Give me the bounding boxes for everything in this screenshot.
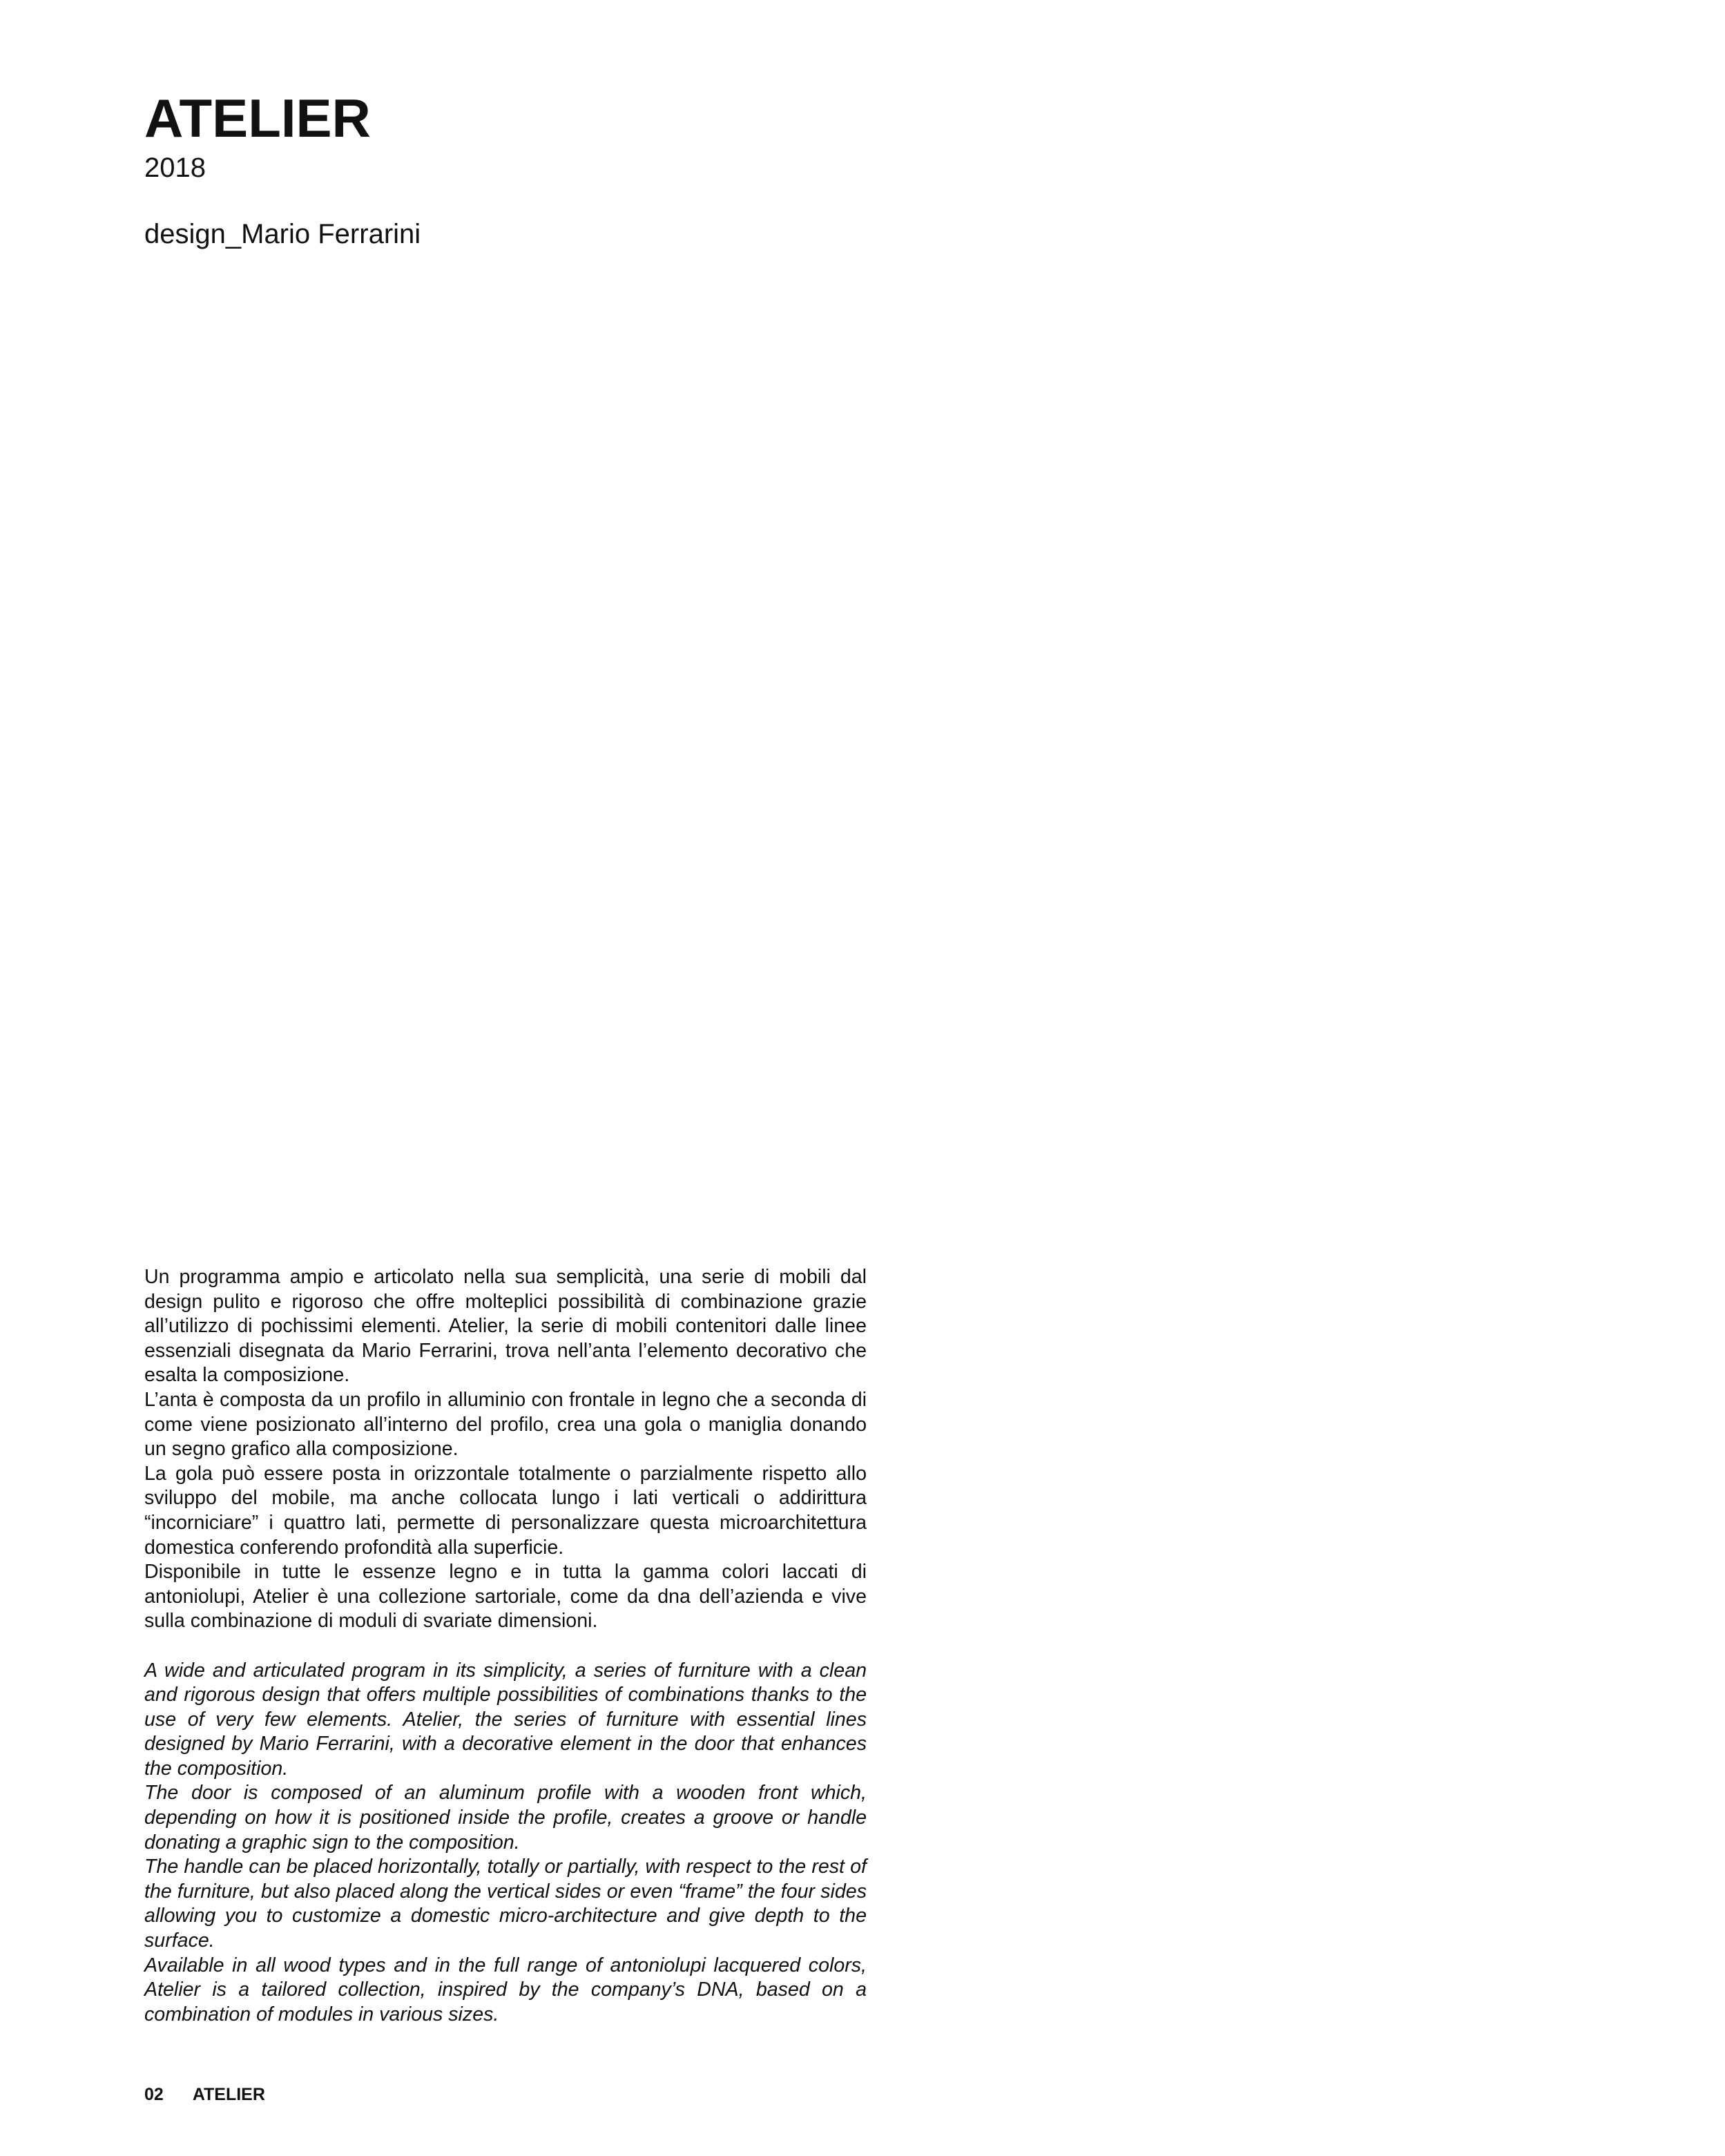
italian-paragraph: La gola può essere posta in orizzontale totalmente o parzialmente rispetto allo sviluppo del mobile, ma anche collocata lungo i lati verticali o addirittura “incorniciare” i quattro lati, permette di personalizzare questa microarchitettura domestica conferendo profondità alla superficie. — [144, 1462, 867, 1559]
page-header — [144, 87, 421, 251]
footer-title: ATELIER — [192, 2085, 265, 2104]
designer-credit: design_Mario Ferrarini — [144, 219, 421, 249]
english-paragraph: Available in all wood types and in the full range of antoniolupi lacquered colors, Atelier is a tailored collection, inspired by the company’s DNA, based on a combination of modules in various sizes. — [144, 1954, 867, 2025]
italian-paragraph: Disponibile in tutte le essenze legno e in tutta la gamma colori laccati di antoniolupi, Atelier è una collezione sartoriale, come da dna dell’azienda e vive sulla combinazione di moduli di svariate dimensioni. — [144, 1561, 867, 1633]
english-paragraph: A wide and articulated program in its simplicity, a series of furniture with a clean and rigorous design that offers multiple possibilities of combinations thanks to the use of very few elements. Atelier, the series of furniture with essential lines designed by Mario Ferrarini, with a decorative element in the door that enhances the composition. — [144, 1659, 867, 1780]
page-number: 02 — [144, 2085, 164, 2104]
paragraph-spacer — [144, 1634, 867, 1659]
description-text — [144, 1265, 867, 2027]
year-label: 2018 — [144, 153, 206, 183]
page-footer — [144, 2084, 265, 2105]
italian-paragraph: Un programma ampio e articolato nella sua semplicità, una serie di mobili dal design pulito e rigoroso che offre molteplici possibilità di combinazione grazie all’utilizzo di pochissimi elementi. Atelier, la serie di mobili contenitori dalle linee essenziali disegnata da Mario Ferrarini, trova nell’anta l’elemento decorativo che esalta la composizione. — [144, 1266, 867, 1387]
english-paragraph: The door is composed of an aluminum profile with a wooden front which, depending on how it is positioned inside the profile, creates a groove or handle donating a graphic sign to the composition. — [144, 1782, 867, 1854]
page-title: ATELIER — [144, 88, 371, 148]
english-paragraph: The handle can be placed horizontally, totally or partially, with respect to the rest of the furniture, but also placed along the vertical sides or even “frame” the four sides allowing you to customize a domestic micro-architecture and give depth to the surface. — [144, 1856, 867, 1952]
italian-paragraph: L’anta è composta da un profilo in alluminio con frontale in legno che a seconda di come viene posizionato all’interno del profilo, crea una gola o maniglia donando un segno grafico alla composizione. — [144, 1388, 867, 1461]
